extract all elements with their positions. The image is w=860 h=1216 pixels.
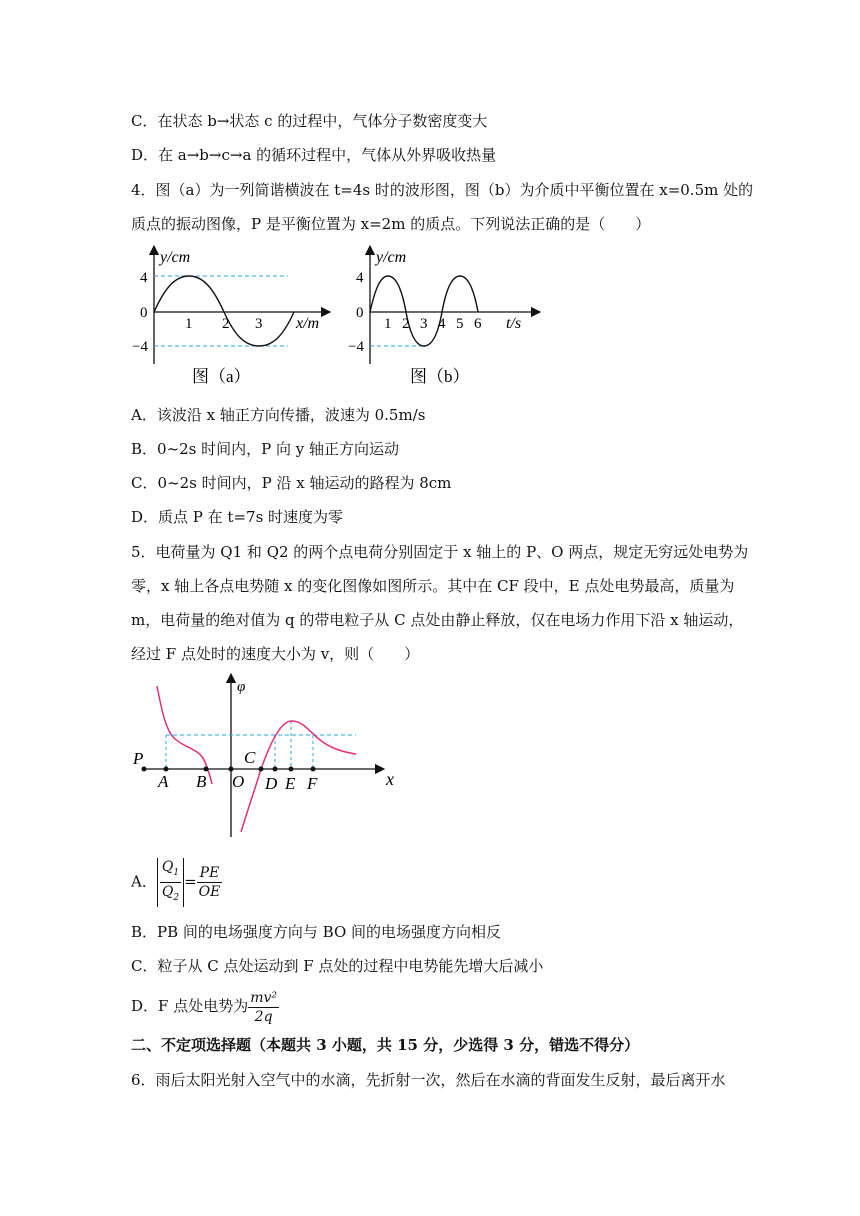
- q5-figure: [130, 672, 410, 842]
- q4b-xtick-4: 4: [438, 316, 446, 332]
- q4a-xtick-3: 3: [255, 316, 263, 332]
- q4b-xtick-6: 6: [474, 316, 482, 332]
- q4a-caption: 图（a）: [192, 367, 251, 386]
- q5-stem-line4: 经过 F 点处时的速度大小为 v，则（ ）: [131, 645, 420, 663]
- q5-label-f: F: [307, 774, 318, 793]
- q5-q1-subscript: 1: [173, 867, 180, 878]
- q4b-ytick-0: 0: [356, 305, 364, 321]
- q5-option-a-prefix: A．: [131, 872, 157, 891]
- q5-label-o: O: [232, 772, 245, 791]
- q4-option-b: B．0~2s 时间内，P 向 y 轴正方向运动: [131, 440, 400, 458]
- q5-label-a: A: [158, 772, 169, 791]
- q5-label-d: D: [265, 774, 278, 793]
- q5-point-d: [273, 767, 278, 772]
- q4a-ylabel: y/cm: [160, 249, 191, 266]
- q4a-ytick-0: 0: [140, 305, 148, 321]
- q4a-xtick-2: 2: [222, 316, 230, 332]
- q5-point-f: [311, 767, 316, 772]
- q5-curve-right: [241, 721, 356, 832]
- q5-option-a-abs: [157, 858, 184, 907]
- q4-option-d: D．质点 P 在 t=7s 时速度为零: [131, 508, 344, 526]
- q5-stem-line1: 5．电荷量为 Q1 和 Q2 的两个点电荷分别固定于 x 轴上的 P、O 两点，规定无穷远处电势为: [131, 543, 749, 561]
- q5-point-o: [229, 767, 234, 772]
- q5-label-e: E: [285, 774, 296, 793]
- q5-xlabel: x: [386, 769, 394, 789]
- q4-option-a: A．该波沿 x 轴正方向传播，波速为 0.5m/s: [131, 406, 426, 424]
- q4b-xtick-3: 3: [420, 316, 428, 332]
- q5-label-p: P: [133, 749, 144, 768]
- q4a-xlabel: x/m: [296, 315, 320, 332]
- q6-stem-line1: 6．雨后太阳光射入空气中的水滴，先折射一次，然后在水滴的背面发生反射，最后离开水: [131, 1071, 726, 1089]
- q5-label-b: B: [196, 772, 207, 791]
- q5-point-c: [259, 767, 264, 772]
- q4b-xtick-5: 5: [456, 316, 464, 332]
- q5-label-c: C: [244, 748, 256, 767]
- q4-figure-a: [130, 240, 340, 390]
- q5-ratio-numerator: PE: [197, 864, 223, 883]
- q5-point-e: [289, 767, 294, 772]
- q4-figure-b: [348, 240, 548, 390]
- q5-q2-symbol: Q: [161, 883, 174, 900]
- q5-q2-subscript: 2: [173, 892, 180, 903]
- q5-point-b: [204, 767, 209, 772]
- q5-option-d: [131, 986, 279, 1026]
- q4b-ylabel: y/cm: [376, 249, 407, 266]
- q4b-xtick-2: 2: [402, 316, 410, 332]
- q4b-xlabel: t/s: [506, 315, 522, 332]
- q5-option-d-numerator: mv²: [250, 989, 277, 1006]
- q3-option-c: C．在状态 b→状态 c 的过程中，气体分子数密度变大: [131, 112, 488, 130]
- q4-option-c: C．0~2s 时间内，P 沿 x 轴运动的路程为 8cm: [131, 474, 452, 492]
- q5-option-a-ratio: [197, 864, 223, 901]
- q4b-ytick-neg4: −4: [348, 339, 364, 355]
- q5-option-a: [131, 858, 222, 907]
- q5-stem-line2: 零，x 轴上各点电势随 x 的变化图像如图所示。其中在 CF 段中，E 点处电势最高，质量为: [131, 577, 735, 595]
- q5-option-c: C．粒子从 C 点处运动到 F 点处的过程中电势能先增大后减小: [131, 957, 544, 975]
- q3-option-d: D．在 a→b→c→a 的循环过程中，气体从外界吸收热量: [131, 146, 497, 164]
- q5-q1-symbol: Q: [161, 859, 174, 875]
- q4b-ytick-4: 4: [356, 270, 364, 286]
- section2-heading: 二、不定项选择题（本题共 3 小题，共 15 分，少选得 3 分，错选不得分）: [131, 1036, 640, 1054]
- q4b-xtick-1: 1: [384, 316, 392, 332]
- q4b-caption: 图（b）: [410, 367, 470, 386]
- q5-option-d-fraction: [248, 989, 279, 1026]
- q5-option-d-denominator: 2q: [254, 1008, 273, 1025]
- q5-option-a-equals: =: [184, 872, 197, 891]
- q5-ratio-denominator: OE: [198, 883, 221, 900]
- q4a-ytick-neg4: −4: [132, 339, 148, 355]
- q4a-ytick-4: 4: [140, 270, 148, 286]
- q4a-wave-curve: [154, 276, 294, 346]
- q4b-vibration-curve: [370, 276, 478, 346]
- q4-stem-line1: 4．图（a）为一列简谐横波在 t=4s 时的波形图，图（b）为介质中平衡位置在 x=0.5m 处的: [131, 181, 754, 199]
- q5-option-d-prefix: D．F 点处电势为: [131, 997, 249, 1015]
- q4-stem-line2: 质点的振动图像，P 是平衡位置为 x=2m 的质点。下列说法正确的是（ ）: [131, 215, 651, 233]
- q5-option-b: B．PB 间的电场强度方向与 BO 间的电场强度方向相反: [131, 923, 502, 941]
- q5-ylabel: φ: [237, 679, 246, 695]
- q5-point-a: [164, 767, 169, 772]
- q5-stem-line3: m，电荷量的绝对值为 q 的带电粒子从 C 点处由静止释放，仅在电场力作用下沿 x 轴运动，: [131, 611, 744, 629]
- q4a-xtick-1: 1: [185, 316, 193, 332]
